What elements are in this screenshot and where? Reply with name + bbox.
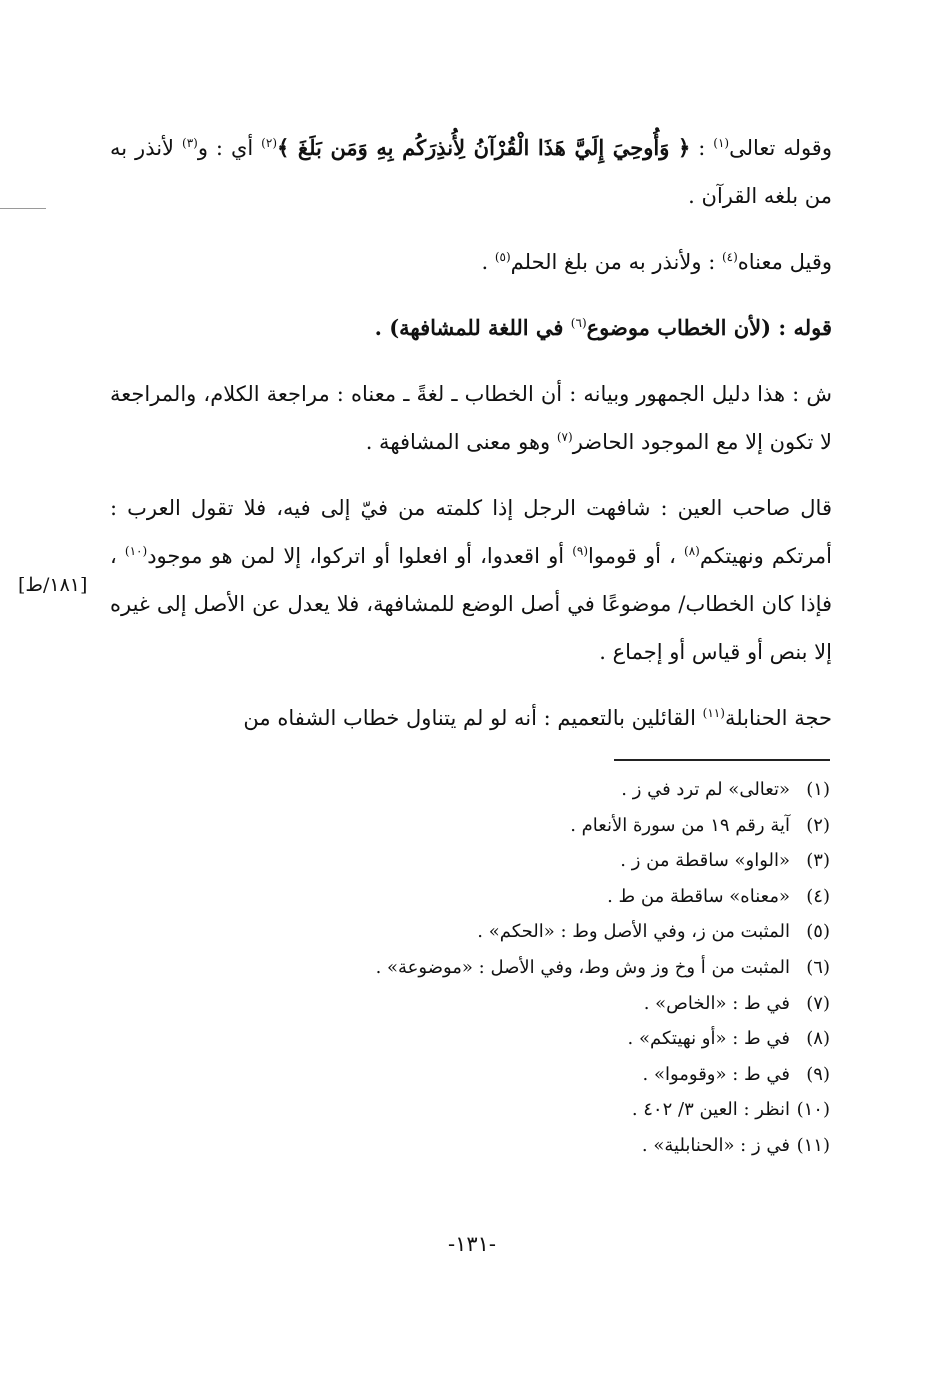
paragraph xyxy=(110,124,832,220)
footnote-marker: (٦) xyxy=(570,316,587,330)
footnote-marker: (١١) xyxy=(702,706,725,720)
scan-edge-line xyxy=(0,208,46,209)
main-text xyxy=(110,124,832,760)
footnote-number: (٥) xyxy=(806,921,830,943)
footnote-number: (٢) xyxy=(806,814,830,836)
footnote-marker: (١) xyxy=(713,136,730,150)
paragraph-text: وقيل معناه xyxy=(737,250,832,274)
footnote-text: المثبت من ز، وفي الأصل وط : «الحكم» . xyxy=(477,921,790,943)
page-number: -١٣١- xyxy=(447,1232,497,1256)
footnote-marker: (١٠) xyxy=(124,544,148,558)
footnote-item xyxy=(108,1057,830,1093)
footnote-item xyxy=(108,1092,830,1128)
footnote-number: (١١) xyxy=(796,1134,830,1156)
footnote-text: «معناه» ساقطة من ط . xyxy=(607,885,790,907)
footnote-number: (٤) xyxy=(806,885,830,907)
footnote-number: (٦) xyxy=(806,956,830,978)
footnote-item xyxy=(108,843,830,879)
footnote-number: (١) xyxy=(806,779,830,800)
footnotes-list xyxy=(108,772,830,1164)
footnote-text: المثبت من أ وخ وز وش وط، وفي الأصل : «موضوعة» . xyxy=(375,956,790,978)
footnote-text: آية رقم ١٩ من سورة الأنعام . xyxy=(570,814,790,836)
paragraph xyxy=(110,484,832,676)
footnote-text: في ط : «الخاص» . xyxy=(643,992,790,1014)
footnote-item xyxy=(108,1021,830,1057)
footnote-text: انظر : العين ٣/ ٤٠٢ . xyxy=(631,1099,790,1121)
footnote-number: (٧) xyxy=(806,992,830,1014)
footnote-separator xyxy=(614,759,830,761)
paragraph-text: وهو معنى المشافهة . xyxy=(365,430,557,454)
footnote-marker: (٤) xyxy=(721,250,738,264)
footnote-text: «تعالى» لم ترد في ز . xyxy=(621,779,790,800)
paragraph-text: حجة الحنابلة xyxy=(724,706,832,730)
footnote-item xyxy=(108,950,830,986)
footnote-item xyxy=(108,986,830,1022)
paragraph xyxy=(110,694,832,742)
paragraph-text: . xyxy=(481,250,495,274)
footnote-number: (٩) xyxy=(806,1063,830,1085)
footnote-item xyxy=(108,879,830,915)
footnote-text: في ط : «وقوموا» . xyxy=(642,1063,790,1085)
paragraph-text: قال صاحب العين : شافهت الرجل إذا كلمته من فيّ إلى فيه، فلا تقول العرب : أمرتكم ونهيتكم xyxy=(110,496,832,568)
paragraph xyxy=(110,370,832,466)
paragraph-text: ، فإذا كان الخطاب/ موضوعًا في أصل الوضع للمشافهة، فلا يعدل عن الأصل إلى غيره إلا بنص أو قياس أو إجماع . xyxy=(110,544,832,664)
paragraph-text: ش : هذا دليل الجمهور وبيانه : أن الخطاب ـ لغةً ـ معناه : مراجعة الكلام، والمراجعة لا تكون إلا مع الموجود الحاضر xyxy=(110,382,832,454)
footnote-marker: (٣) xyxy=(182,136,198,150)
footnote-number: (٣) xyxy=(806,850,830,872)
paragraph-text: وقوله تعالى xyxy=(729,136,832,160)
paragraph-text: ، أو قوموا xyxy=(588,544,685,568)
margin-reference: [١٨١/ط] xyxy=(18,574,88,596)
footnote-marker: (٩) xyxy=(572,544,589,558)
footnote-item xyxy=(108,772,830,808)
footnote-marker: (٢) xyxy=(261,136,277,150)
paragraph xyxy=(110,238,832,286)
footnote-item xyxy=(108,914,830,950)
paragraph-text: : ولأنذر به من بلغ الحلم xyxy=(510,250,722,274)
quran-verse: ﴿ وَأُوحِيَ إِلَيَّ هَذَا الْقُرْآنُ لِأُنذِرَكُم بِهِ وَمَن بَلَغَ ﴾ xyxy=(277,135,691,160)
paragraph-text: قوله : (لأن الخطاب موضوع xyxy=(586,315,832,340)
footnote-text: «الواو» ساقطة من ز . xyxy=(620,850,790,872)
footnote-number: (١٠) xyxy=(796,1099,830,1121)
footnote-text: في ز : «الحنابلية» . xyxy=(641,1134,790,1156)
paragraph xyxy=(110,304,832,352)
footnote-text: في ط : «أو نهيتكم» . xyxy=(627,1028,790,1050)
footnote-item xyxy=(108,808,830,844)
footnote-marker: (٨) xyxy=(684,544,700,558)
footnote-marker: (٧) xyxy=(556,430,573,444)
paragraph-text: القائلين بالتعميم : أنه لو لم يتناول خطاب الشفاه من xyxy=(243,706,703,730)
footnote-item xyxy=(108,1128,830,1164)
paragraph-text: أو اقعدوا، أو افعلوا أو اتركوا، إلا لمن هو موجود xyxy=(147,544,573,568)
paragraph-text: أي : و xyxy=(197,136,262,160)
footnote-number: (٨) xyxy=(806,1028,830,1050)
paragraph-text: : xyxy=(690,136,714,160)
footnote-marker: (٥) xyxy=(494,250,511,264)
paragraph-text: لأنذر به من بلغه القرآن . xyxy=(110,136,832,208)
paragraph-text: في اللغة للمشافهة) . xyxy=(374,315,571,340)
